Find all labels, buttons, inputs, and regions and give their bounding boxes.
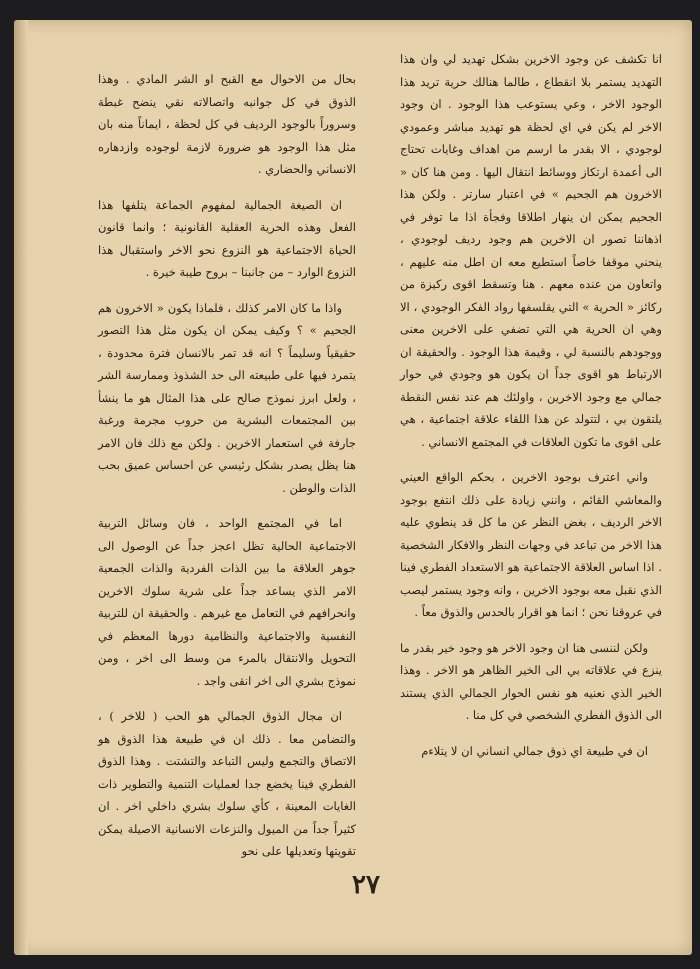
paragraph: ولكن لننسى هنا ان وجود الاخر هو وجود خير بقدر ما ينزع في علاقاته بي الى الخير الظاهر هو الاخر . وهذا الخير الذي نعنيه هو نفس الحوار الجمالي الذي يستند الى الذوق الفطري الشخصي في كل منا .: [400, 640, 662, 722]
paragraph: واذا ما كان الامر كذلك ، فلماذا يكون « الاخرون هم الجحيم » ؟ وكيف يمكن ان يكون مثل هذا التصور حقيقياً وسليماً ؟ انه قد تمر بالانسان فترة محدودة ، يتمرد فيها على طبيعته الى حد الشذوذ وممارسة الشر ، ولعل ابرز نموذج صالح على هذا المثال هو ما ينشأ بين المجتمعات البشرية من حروب مجرمة ورغبة جارفة في استعمار الاخرين . ولكن مع ذلك فان الامر هنا يظل يصدر بشكل رئيسي عن احساس عميق بحب الذات والوطن .: [98, 300, 356, 495]
paragraph: انا تكشف عن وجود الاخرين بشكل تهديد لي وان هذا التهديد يستمر بلا انقطاع ، طالما هنالك حرية تريد هذا الوجود الاخر ، وعي يستوعب هذا الوجود . ان وجود الاخر لم يكن في اي لحظة هو تهديد مباشر وعمودي لوجودي ، الا بقدر ما ارسم من اهداف وغايات تحتاج الى أعمدة ارتكاز ووسائط انتقال اليها . ومن هنا كان « الاخرون هم الجحيم » في اعتبار سارتر . ولكن هذا الجحيم يمكن ان ينهار اطلاقا وفجأة اذا ما توفر في اذهاننا تصور ان الاخرين هم وجود رديف لوجودي ، ينحني موقفا خاصاً استطيع معه ان اطل منه عليهم ، واتعاون من عنده معهم . هنا وتسقط اقوى ركيزة من ركائز « الحرية » التي يقلسفها رواد الفكر الوجودي ، الا وهي ان الحرية هي التي تضفي على الاخرين معنى ووجودهم بالنسبة لي ، وقيمة هذا الوجود . والحقيقة ان الارتباط هو اقوى جداً ان يكون هو وجودي في حوار جمالي مع وجود الاخرين ، واولئك هم عند نفس النقطة يلتقون بي ، لتتولد عن هذا اللقاء علاقة اجتماعية ، هي على اقوى ما تكون العلاقات في المجتمع الانساني .: [400, 52, 662, 449]
paragraph: ان الصيغة الجمالية لمفهوم الجماعة يتلفها هذا الفعل وهذه الحرية العقلية القانونية ؛ وانما قانون الحياة الاجتماعية هو النزوع نحو الاخر واستقبال هذا النزوع الوارد – من جانبنا – بروح طيبة خيرة .: [98, 197, 356, 279]
right-text-column: [400, 48, 662, 775]
paragraph: ان مجال الذوق الجمالي هو الحب ( للاخر ) ، والتضامن معا . ذلك ان في طبيعة هذا الذوق هو الاتصاق والتجمع وليس التباعد والتشتت . وهذا الذوق الفطري فينا يخضع جدا لعمليات التنمية والتطوير ذات الغايات المعينة ، كأي سلوك بشري داخلي اخر . ان كثيراً جداً من الميول والنزعات الانسانية الاصيلة يمكن تقويتها وتعديلها على نحو: [98, 709, 356, 858]
page-number: ٢٧: [352, 870, 380, 900]
paragraph: ان في طبيعة اي ذوق جمالي انساني ان لا يتلاءم: [421, 743, 648, 758]
paragraph: بحال من الاحوال مع القبح او الشر المادي . وهذا الذوق في كل جوانبه واتصالاته نقي ينضح غبطة وسروراً بالوجود الرديف في كل لحظة ، ايماناً منه بان مثل هذا الوجود هو ضرورة لازمة لوجوده وازدهاره الانساني والحضاري .: [98, 72, 356, 176]
paragraph: اما في المجتمع الواحد ، فان وسائل التربية الاجتماعية الحالية تظل اعجز جداً عن الوصول الى جوهر العلاقة ما بين الذات الفردية والذات الجمعية الامر الذي يساعد جداً على شرية سلوك الاخرين وانحرافهم في التعامل مع غيرهم . والحقيقة ان للتربية النفسية والاجتماعية والنظامية دورها المعظم في التحويل والانتقال بالمرء من وسط الى اخر ، ومن نموذج بشري الى اخر انقى واجد .: [98, 516, 356, 688]
paragraph: واني اعترف بوجود الاخرين ، بحكم الواقع العيني والمعاشي القائم ، وانني زيادة على ذلك انتفع بوجود الاخر الرديف ، بغض النظر عن ما كل قد ينطوي عليه هذا الاخر من تباعد في وجهات النظر والافكار الشخصية . اذا اساس العلاقة الاجتماعية هو الاستعداد الفطري فينا الذي نقبل معه بوجود الاخرين ، وانه وجود يستمر ليصب في عروقنا نحن ؛ انما هو اقرار بالحدس والذوق معاً .: [400, 470, 662, 619]
left-text-column: [98, 68, 356, 876]
page-binding-edge: [14, 20, 28, 955]
